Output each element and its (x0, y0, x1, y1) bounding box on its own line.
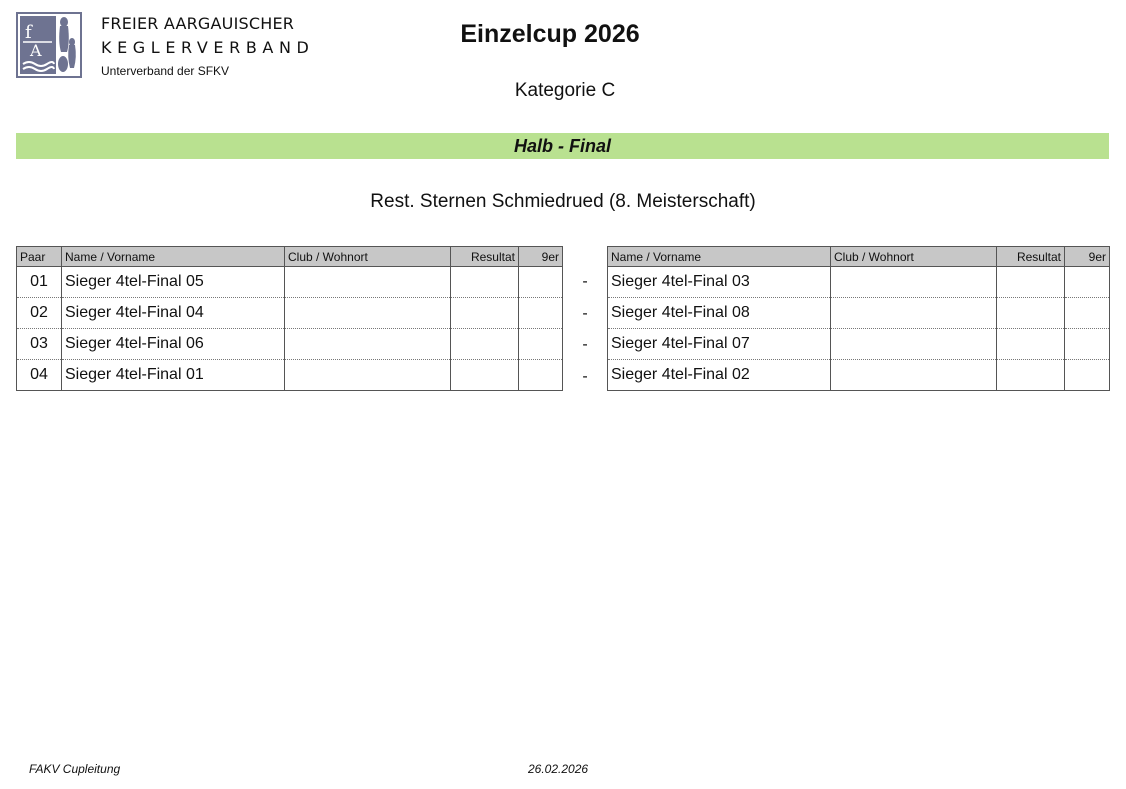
player-name: Sieger 4tel-Final 04 (62, 298, 285, 329)
nine-cell (519, 360, 563, 391)
org-subtitle: Unterverband der SFKV (101, 64, 230, 78)
result-cell (451, 329, 519, 360)
club-cell (831, 298, 997, 329)
result-cell (997, 267, 1065, 298)
document-category: Kategorie C (514, 80, 616, 101)
player-name: Sieger 4tel-Final 03 (608, 267, 831, 298)
player-name: Sieger 4tel-Final 08 (608, 298, 831, 329)
club-cell (831, 329, 997, 360)
separator-column (570, 266, 600, 392)
player-name: Sieger 4tel-Final 05 (62, 267, 285, 298)
header-pair: Paar (17, 247, 62, 267)
header-nine: 9er (519, 247, 563, 267)
pair-number: 03 (17, 329, 62, 360)
footer-organizer: FAKV Cupleitung (29, 762, 121, 776)
result-cell (451, 267, 519, 298)
pair-number: 01 (17, 267, 62, 298)
result-cell (451, 360, 519, 391)
nine-cell (519, 298, 563, 329)
club-cell (831, 360, 997, 391)
table-row (608, 267, 1110, 298)
separator-dash: - (582, 367, 588, 385)
nine-cell (519, 329, 563, 360)
separator-dash: - (582, 273, 588, 290)
result-cell (451, 298, 519, 329)
separator-dash: - (582, 336, 588, 353)
left-pairing-table (16, 246, 563, 391)
venue-title: Rest. Sternen Schmiedrued (8. Meisterschaft) (370, 191, 756, 212)
club-cell (285, 267, 451, 298)
nine-cell (1065, 298, 1110, 329)
table-row (17, 360, 563, 391)
fakv-logo (16, 12, 82, 78)
table-row (608, 298, 1110, 329)
result-cell (997, 329, 1065, 360)
org-name-line2: KEGLERVERBAND (101, 38, 315, 57)
player-name: Sieger 4tel-Final 07 (608, 329, 831, 360)
header-result: Resultat (451, 247, 519, 267)
svg-text:f: f (25, 22, 32, 43)
player-name: Sieger 4tel-Final 01 (62, 360, 285, 391)
club-cell (285, 298, 451, 329)
header-result: Resultat (997, 247, 1065, 267)
document-title: Einzelcup 2026 (460, 20, 640, 48)
pair-number: 02 (17, 298, 62, 329)
player-name: Sieger 4tel-Final 02 (608, 360, 831, 391)
table-row (608, 360, 1110, 391)
right-pairing-table (607, 246, 1110, 391)
player-name: Sieger 4tel-Final 06 (62, 329, 285, 360)
header-club: Club / Wohnort (831, 247, 997, 267)
result-cell (997, 360, 1065, 391)
round-banner: Halb - Final (16, 133, 1109, 159)
club-cell (285, 360, 451, 391)
header-club: Club / Wohnort (285, 247, 451, 267)
footer-date: 26.02.2026 (528, 762, 589, 776)
org-name-line1: FREIER AARGAUISCHER (101, 14, 295, 33)
nine-cell (519, 267, 563, 298)
separator-dash: - (582, 304, 588, 322)
club-cell (831, 267, 997, 298)
nine-cell (1065, 360, 1110, 391)
nine-cell (1065, 267, 1110, 298)
nine-cell (1065, 329, 1110, 360)
table-row (17, 298, 563, 329)
table-row (17, 267, 563, 298)
table-row (608, 329, 1110, 360)
header-name: Name / Vorname (608, 247, 831, 267)
header-name: Name / Vorname (62, 247, 285, 267)
club-cell (285, 329, 451, 360)
header-nine: 9er (1065, 247, 1110, 267)
svg-text:A: A (30, 41, 42, 60)
pair-number: 04 (17, 360, 62, 391)
result-cell (997, 298, 1065, 329)
table-row (17, 329, 563, 360)
